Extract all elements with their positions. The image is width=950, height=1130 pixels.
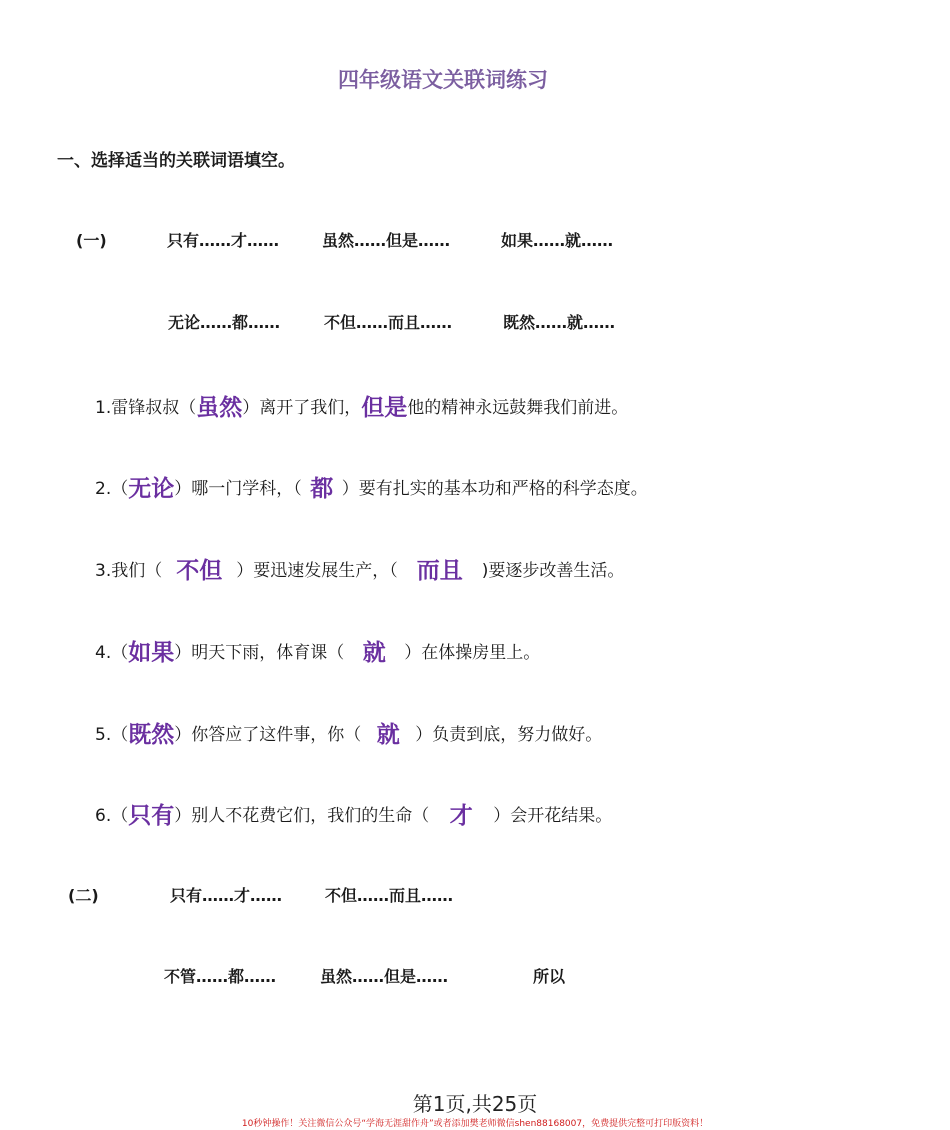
- answer-2: 才: [449, 803, 473, 829]
- exercise-sentence-6: [95, 797, 612, 830]
- answer-2: 就: [376, 722, 400, 748]
- sentence-text: ）别人不花费它们，我们的生命（: [174, 806, 430, 826]
- word-option: 既然……就……: [503, 313, 616, 332]
- word-option: 虽然……但是……: [320, 967, 449, 986]
- page-number: 第1页,共25页: [412, 1092, 538, 1116]
- word-option: 不管……都……: [164, 967, 277, 986]
- word-option: 不但……而且……: [324, 313, 453, 332]
- sentence-text: ）明天下雨，体育课（: [174, 643, 345, 663]
- group-label-1: (一): [76, 231, 107, 250]
- answer-1: 无论: [128, 476, 175, 502]
- sentence-text: ）在体操房里上。: [404, 643, 541, 663]
- answer-2: 而且: [416, 558, 463, 584]
- sentence-text: ）要迅速发展生产，（: [236, 561, 398, 581]
- word-option: 如果……就……: [501, 231, 614, 250]
- sentence-text: 5.（: [95, 725, 129, 745]
- section-heading: 一、选择适当的关联词语填空。: [57, 151, 295, 171]
- answer-1: 如果: [128, 640, 175, 666]
- answer-2: 但是: [361, 395, 408, 421]
- sentence-text: ）要有扎实的基本功和严格的科学态度。: [341, 479, 648, 499]
- word-option: 所以: [533, 967, 566, 986]
- sentence-text: 3.我们（: [95, 561, 163, 581]
- exercise-sentence-4: [95, 634, 540, 667]
- sentence-text: 1.雷锋叔叔（: [95, 398, 197, 418]
- word-option: 无论……都……: [168, 313, 281, 332]
- exercise-sentence-1: [95, 389, 628, 422]
- sentence-text: ）离开了我们，: [242, 398, 362, 418]
- sentence-text: ）哪一门学科，（: [174, 479, 302, 499]
- answer-2: 就: [362, 640, 386, 666]
- group-label-2: (二): [68, 886, 99, 905]
- page-title: 四年级语文关联词练习: [338, 68, 548, 92]
- word-option: 不但……而且……: [325, 886, 454, 905]
- answer-1: 既然: [128, 722, 175, 748]
- sentence-text: ）负责到底，努力做好。: [415, 725, 603, 745]
- answer-1: 不但: [176, 558, 223, 584]
- exercise-sentence-3: [95, 552, 624, 585]
- answer-1: 只有: [128, 803, 175, 829]
- exercise-sentence-5: [95, 716, 602, 749]
- exercise-sentence-2: [95, 470, 648, 503]
- answer-1: 虽然: [196, 395, 243, 421]
- sentence-text: 6.（: [95, 806, 129, 826]
- word-option: 只有……才……: [170, 886, 283, 905]
- sentence-text: 4.（: [95, 643, 129, 663]
- word-option: 只有……才……: [167, 231, 280, 250]
- sentence-text: )要逐步改善生活。: [481, 561, 625, 581]
- answer-2: 都: [310, 476, 334, 502]
- sentence-text: 2.（: [95, 479, 129, 499]
- sentence-text: ）会开花结果。: [493, 806, 613, 826]
- footer-note: 10秒钟操作！关注微信公众号“学海无涯甜作舟”或者添加樊老师微信shen88168007，免费提供完整可打印版资料！: [241, 1119, 709, 1129]
- sentence-text: 他的精神永远鼓舞我们前进。: [407, 398, 629, 418]
- sentence-text: ）你答应了这件事，你（: [174, 725, 362, 745]
- word-option: 虽然……但是……: [322, 231, 451, 250]
